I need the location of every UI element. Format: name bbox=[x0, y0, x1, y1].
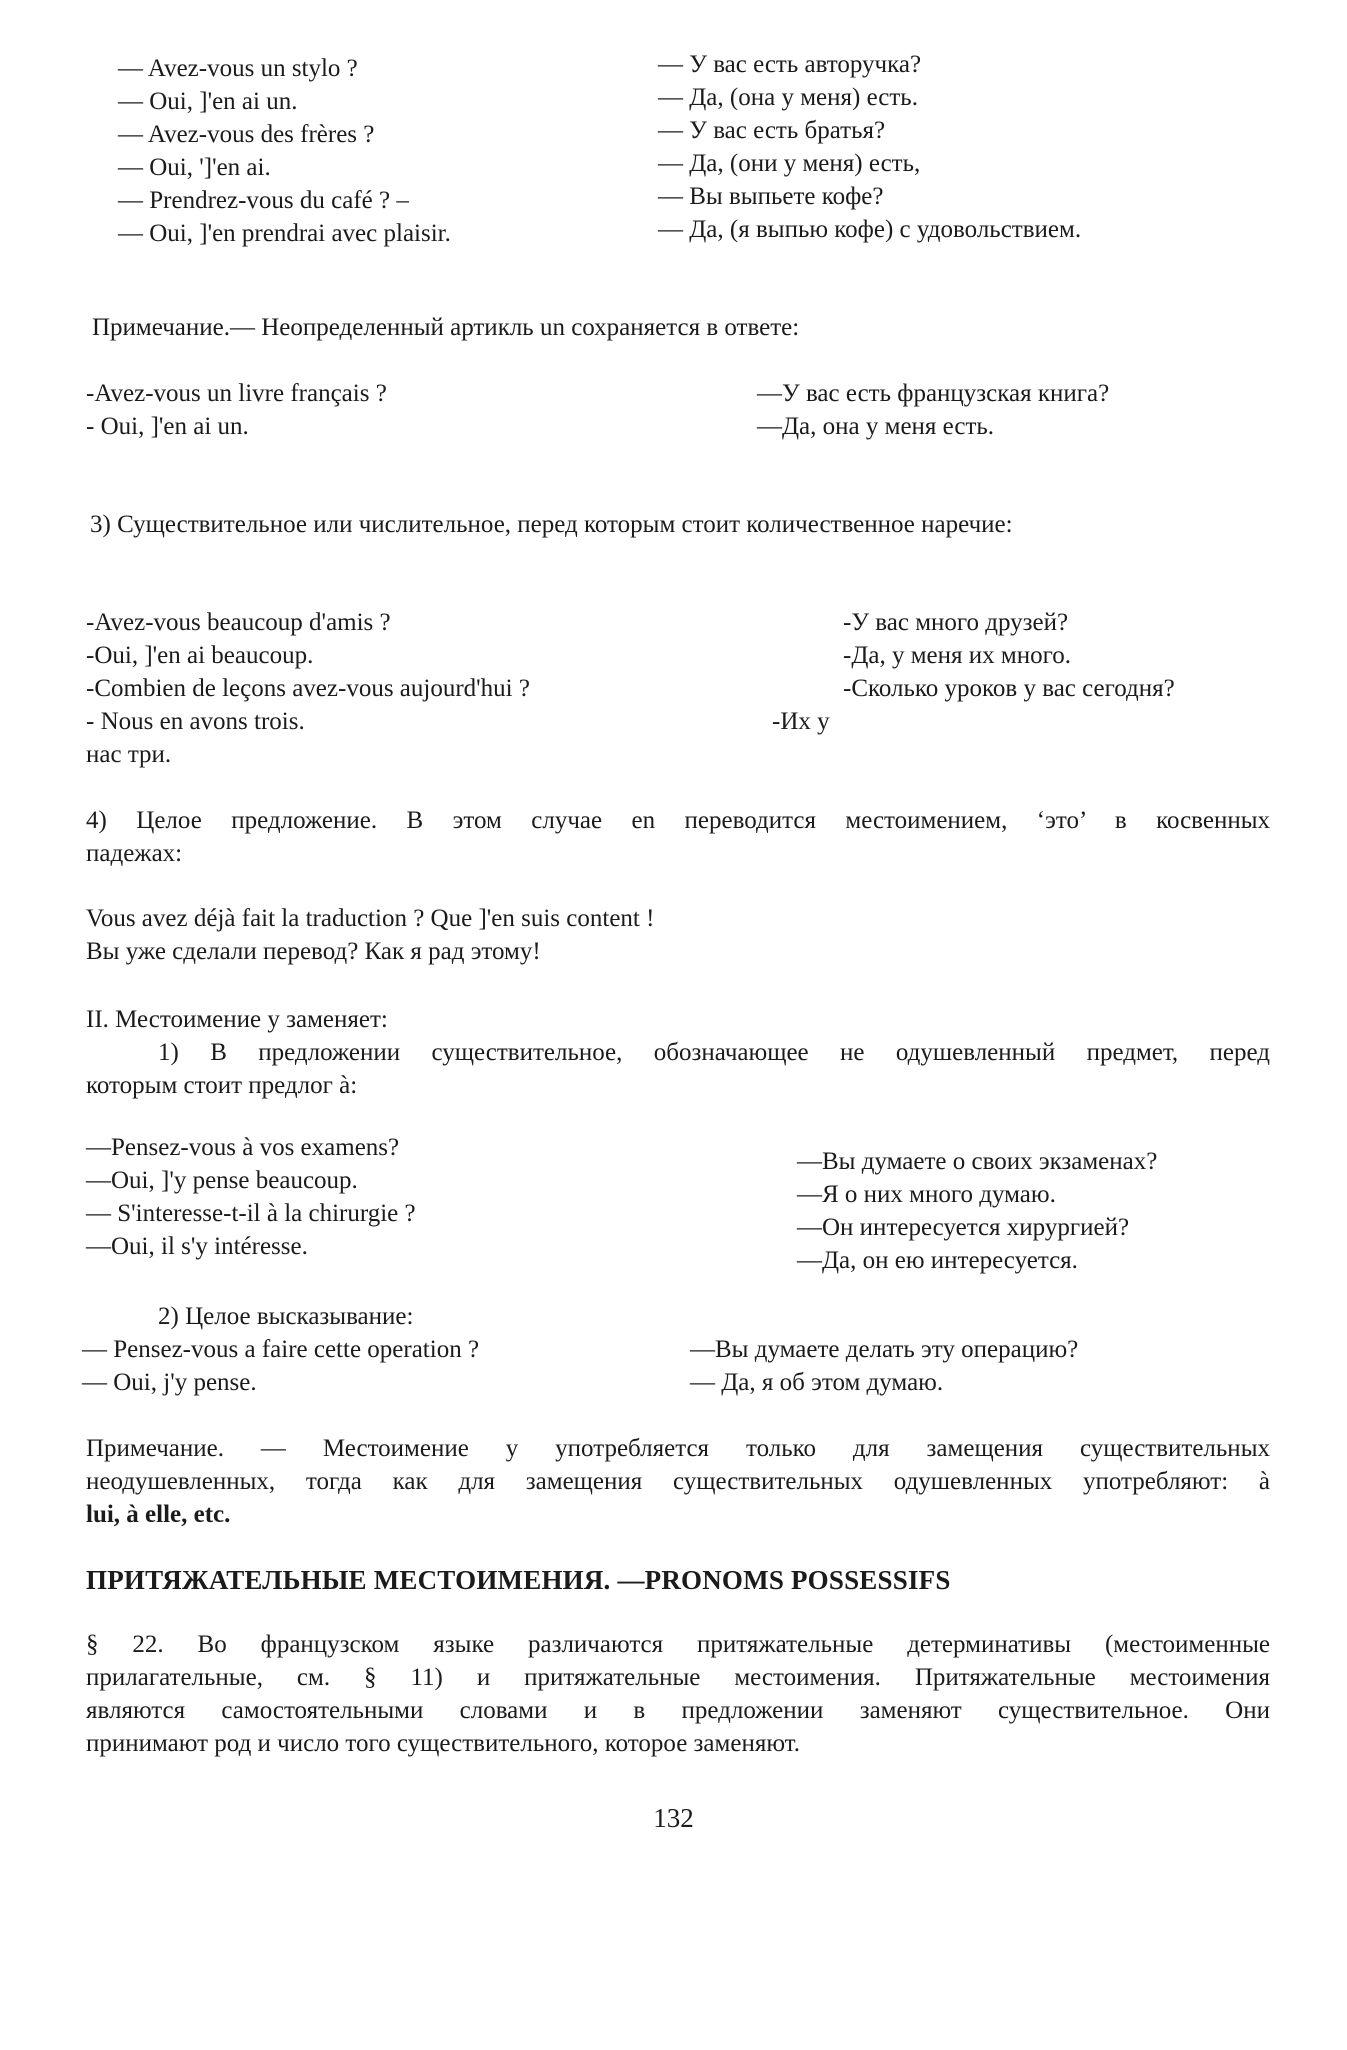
text-line: - Oui, ]'en ai un. bbox=[86, 413, 249, 440]
section-heading: ПРИТЯЖАТЕЛЬНЫЕ МЕСТОИМЕНИЯ. —PRONOMS POSSESSIFS bbox=[86, 1565, 951, 1595]
paragraph-22 bbox=[86, 1628, 1270, 1760]
text-line: —Oui, ]'y pense beaucoup. bbox=[86, 1167, 358, 1194]
text-line: — Avez-vous des frères ? bbox=[118, 121, 375, 148]
text-line: —Pensez-vous à vos examens? bbox=[86, 1134, 400, 1161]
text-line: — Да, (они у меня) есть, bbox=[658, 150, 921, 177]
text-line: -Oui, ]'en ai beaucoup. bbox=[86, 642, 314, 669]
dialog-4-french bbox=[86, 1131, 416, 1263]
text-line: которым стоит предлог à: bbox=[86, 1072, 358, 1099]
dialog-3-russian-last: -Их у bbox=[772, 708, 830, 735]
text-line: —Я о них много думаю. bbox=[797, 1181, 1056, 1208]
text-line: -Combien de leçons avez-vous aujourd'hui ? bbox=[86, 675, 530, 702]
example-4 bbox=[86, 902, 654, 968]
dialog-4-russian bbox=[797, 1145, 1157, 1277]
note-2 bbox=[86, 1432, 1270, 1531]
section-2-title: II. Местоимение y заменяет: bbox=[86, 1006, 388, 1033]
text-line: Vous avez déjà fait la traduction ? Que ]'en suis content ! bbox=[86, 905, 655, 932]
dialog-5-french bbox=[82, 1333, 479, 1399]
note-1: Примечание.— Неопределенный артикль un сохраняется в ответе: bbox=[92, 314, 800, 341]
text-line: являются самостоятельными словами и в предложении заменяют существительное. Они bbox=[86, 1697, 1270, 1724]
text-line: —Вы думаете делать эту операцию? bbox=[690, 1336, 1079, 1363]
text-line: —Да, она у меня есть. bbox=[757, 413, 995, 440]
text-line: — Pensez-vous a faire cette operation ? bbox=[82, 1336, 480, 1363]
text-line: — Oui, j'y pense. bbox=[82, 1369, 257, 1396]
text-line: — Prendrez-vous du café ? – bbox=[118, 187, 409, 214]
dialog-3-french bbox=[86, 606, 530, 771]
text-line: —Oui, il s'y intéresse. bbox=[86, 1233, 308, 1260]
text-line: — Oui, ]'en prendrai avec plaisir. bbox=[118, 220, 451, 247]
text-line: — Да, я об этом думаю. bbox=[690, 1369, 944, 1396]
text-line: — Да, (я выпью кофе) с удовольствием. bbox=[658, 216, 1082, 243]
dialog-3-russian bbox=[843, 606, 1175, 705]
text-line: —Он интересуется хирургией? bbox=[797, 1214, 1130, 1241]
text-line: Вы уже сделали перевод? Как я рад этому! bbox=[86, 938, 541, 965]
dialog-1-russian bbox=[658, 48, 1081, 246]
text-line: — Avez-vous un stylo ? bbox=[118, 55, 358, 82]
text-line: -Да, у меня их много. bbox=[843, 642, 1071, 669]
text-line: —Да, он ею интересуется. bbox=[797, 1247, 1078, 1274]
item-4 bbox=[86, 804, 1270, 870]
text-line: прилагательные, см. § 11) и притяжательные местоимения. Притяжательные местоимения bbox=[86, 1664, 1270, 1691]
text-line: 1) В предложении существительное, обозначающее не одушевленный предмет, перед bbox=[158, 1039, 1270, 1066]
text-line: — Oui, ]'en ai un. bbox=[118, 88, 298, 115]
text-line: — Да, (она у меня) есть. bbox=[658, 84, 918, 111]
section-2-item-1 bbox=[86, 1036, 1270, 1102]
text-line: — S'interesse-t-il à la chirurgie ? bbox=[86, 1200, 416, 1227]
text-line: -Сколько уроков у вас сегодня? bbox=[843, 675, 1175, 702]
text-line: неодушевленных, тогда как для замещения существительных одушевленных употребляют: à bbox=[86, 1468, 1270, 1495]
text-line: Примечание. — Местоимение у употребляется только для замещения существительных bbox=[86, 1435, 1270, 1462]
text-line: принимают род и число того существительного, которое заменяют. bbox=[86, 1730, 800, 1757]
dialog-1-french bbox=[118, 52, 451, 250]
text-line: 4) Целое предложение. В этом случае en переводится местоимением, ‘это’ в косвенных bbox=[86, 807, 1270, 834]
text-line: — У вас есть авторучка? bbox=[658, 51, 922, 78]
dialog-5-russian bbox=[690, 1333, 1078, 1399]
text-line: -У вас много друзей? bbox=[843, 609, 1069, 636]
text-line: —Вы думаете о своих экзаменах? bbox=[797, 1148, 1158, 1175]
text-line: — Вы выпьете кофе? bbox=[658, 183, 884, 210]
item-3: 3) Существительное или числительное, перед которым стоит количественное наречие: bbox=[90, 511, 1013, 538]
text-line: нас три. bbox=[86, 741, 172, 768]
text-line: — У вас есть братья? bbox=[658, 117, 886, 144]
dialog-2-french bbox=[86, 377, 387, 443]
text-line: —У вас есть французская книга? bbox=[757, 380, 1110, 407]
item-2-whole-statement: 2) Целое высказывание: bbox=[158, 1303, 414, 1330]
text-line: - Nous en avons trois. bbox=[86, 708, 305, 735]
text-line: — Oui, ']'en ai. bbox=[118, 154, 271, 181]
text-line: lui, à elle, etc. bbox=[86, 1501, 231, 1528]
dialog-2-russian bbox=[757, 377, 1109, 443]
text-line: -Avez-vous un livre français ? bbox=[86, 380, 387, 407]
text-line: -Avez-vous beaucoup d'amis ? bbox=[86, 609, 391, 636]
text-line: § 22. Во французском языке различаются притяжательные детерминативы (местоименные bbox=[86, 1631, 1270, 1658]
page-number: 132 bbox=[653, 1803, 694, 1833]
text-line: падежах: bbox=[86, 840, 183, 867]
